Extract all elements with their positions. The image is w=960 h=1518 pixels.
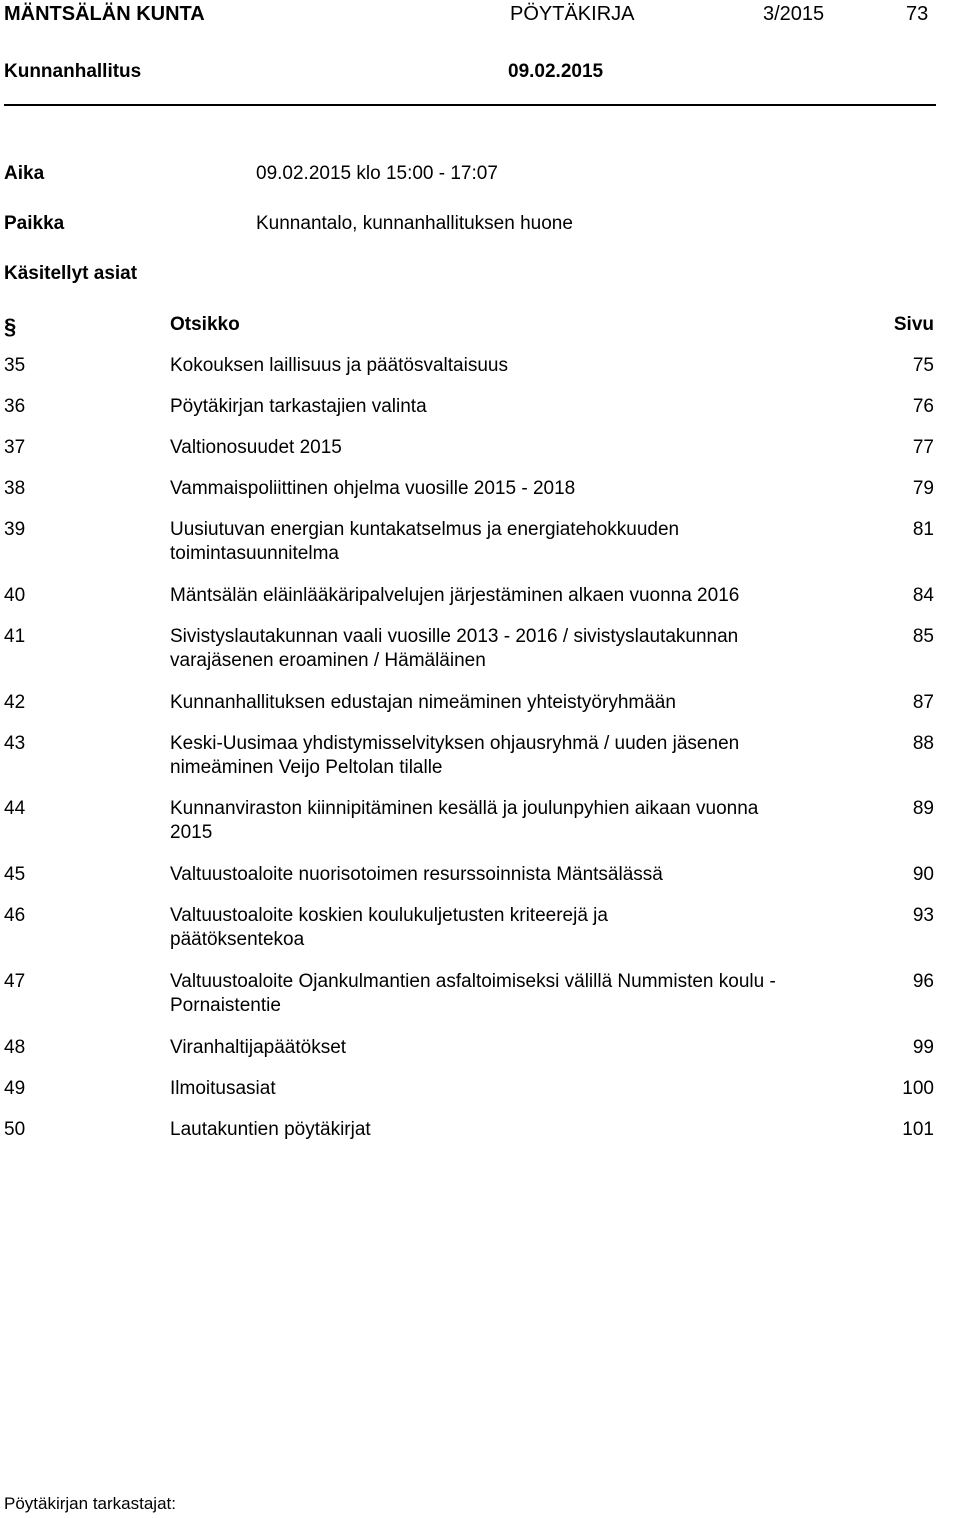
agenda-item-number: 42 [4,692,26,713]
agenda-item-number: 39 [4,519,26,540]
agenda-item-page: 84 [912,585,934,606]
agenda-item-page: 79 [912,478,934,499]
time-label: Aika [4,163,45,184]
agenda-item-number: 37 [4,437,26,458]
header-divider [4,104,936,106]
agenda-item-page: 101 [902,1119,934,1140]
agenda-item-title[interactable]: Uusiutuvan energian kuntakatselmus ja energiatehokkuuden toimintasuunnitelma [170,519,680,564]
agenda-item-page: 99 [912,1037,934,1058]
time-value: 09.02.2015 klo 15:00 - 17:07 [256,163,498,184]
agenda-item-page: 90 [912,864,934,885]
agenda-item-number: 36 [4,396,26,417]
agenda-item-number: 35 [4,355,26,376]
agenda-item-number: 46 [4,905,26,926]
agenda-item-title[interactable]: Ilmoitusasiat [170,1078,276,1099]
agenda-item-page: 88 [912,733,934,754]
document-number: 3/2015 [763,3,825,25]
agenda-item-title[interactable]: Valtuustoaloite Ojankulmantien asfaltoimiseksi välillä Nummisten koulu - Pornaistentie [170,971,776,1016]
title-column-header: Otsikko [170,314,240,335]
agenda-item-number: 48 [4,1037,26,1058]
agenda-item-number: 41 [4,626,26,647]
agenda-item-title[interactable]: Mäntsälän eläinlääkäripalvelujen järjestäminen alkaen vuonna 2016 [170,585,740,606]
agenda-item-title[interactable]: Valtuustoaloite nuorisotoimen resurssoinnista Mäntsälässä [170,864,663,885]
agenda-item-page: 77 [912,437,934,458]
agenda-item-title[interactable]: Kokouksen laillisuus ja päätösvaltaisuus [170,355,508,376]
agenda-item-title[interactable]: Keski-Uusimaa yhdistymisselvityksen ohjausryhmä / uuden jäsenen nimeäminen Veijo Peltolan tilalle [170,733,740,778]
agenda-item-number: 45 [4,864,26,885]
agenda-item-page: 87 [912,692,934,713]
agenda-item-page: 96 [912,971,934,992]
agenda-item-page: 93 [912,905,934,926]
agenda-item-title[interactable]: Sivistyslautakunnan vaali vuosille 2013 - 2016 / sivistyslautakunnan varajäsenen eroaminen / Hämäläinen [170,626,739,671]
agenda-item-title[interactable]: Kunnanviraston kiinnipitäminen kesällä ja joulunpyhien aikaan vuonna 2015 [170,798,759,843]
agenda-item-number: 44 [4,798,26,819]
agenda-item-title[interactable]: Lautakuntien pöytäkirjat [170,1119,371,1140]
meeting-date: 09.02.2015 [508,61,604,82]
governing-body: Kunnanhallitus [4,61,142,82]
agenda-item-title[interactable]: Viranhaltijapäätökset [170,1037,347,1058]
handled-items-heading: Käsitellyt asiat [4,263,138,284]
reviewers-label: Pöytäkirjan tarkastajat: [4,1494,176,1513]
agenda-item-page: 100 [902,1078,934,1099]
place-value: Kunnantalo, kunnanhallituksen huone [256,213,573,234]
agenda-item-number: 50 [4,1119,26,1140]
agenda-item-title[interactable]: Vammaispoliittinen ohjelma vuosille 2015 - 2018 [170,478,576,499]
agenda-item-page: 89 [912,798,934,819]
agenda-item-number: 40 [4,585,26,606]
agenda-item-title[interactable]: Valtuustoaloite koskien koulukuljetusten kriteerejä ja päätöksentekoa [170,905,608,950]
agenda-item-page: 75 [912,355,934,376]
agenda-item-title[interactable]: Valtionosuudet 2015 [170,437,342,458]
page-column-header: Sivu [893,314,934,335]
municipality-name: MÄNTSÄLÄN KUNTA [4,3,205,25]
agenda-item-page: 81 [912,519,934,540]
page-number: 73 [906,3,929,25]
section-sign-icon: § [4,314,17,339]
agenda-item-page: 76 [912,396,934,417]
agenda-item-number: 47 [4,971,26,992]
agenda-item-number: 49 [4,1078,26,1099]
place-label: Paikka [4,213,65,234]
agenda-item-number: 38 [4,478,26,499]
agenda-item-title[interactable]: Pöytäkirjan tarkastajien valinta [170,396,427,417]
agenda-item-number: 43 [4,733,26,754]
agenda-item-title[interactable]: Kunnanhallituksen edustajan nimeäminen yhteistyöryhmään [170,692,676,713]
agenda-item-page: 85 [912,626,934,647]
document-type: PÖYTÄKIRJA [510,3,635,25]
